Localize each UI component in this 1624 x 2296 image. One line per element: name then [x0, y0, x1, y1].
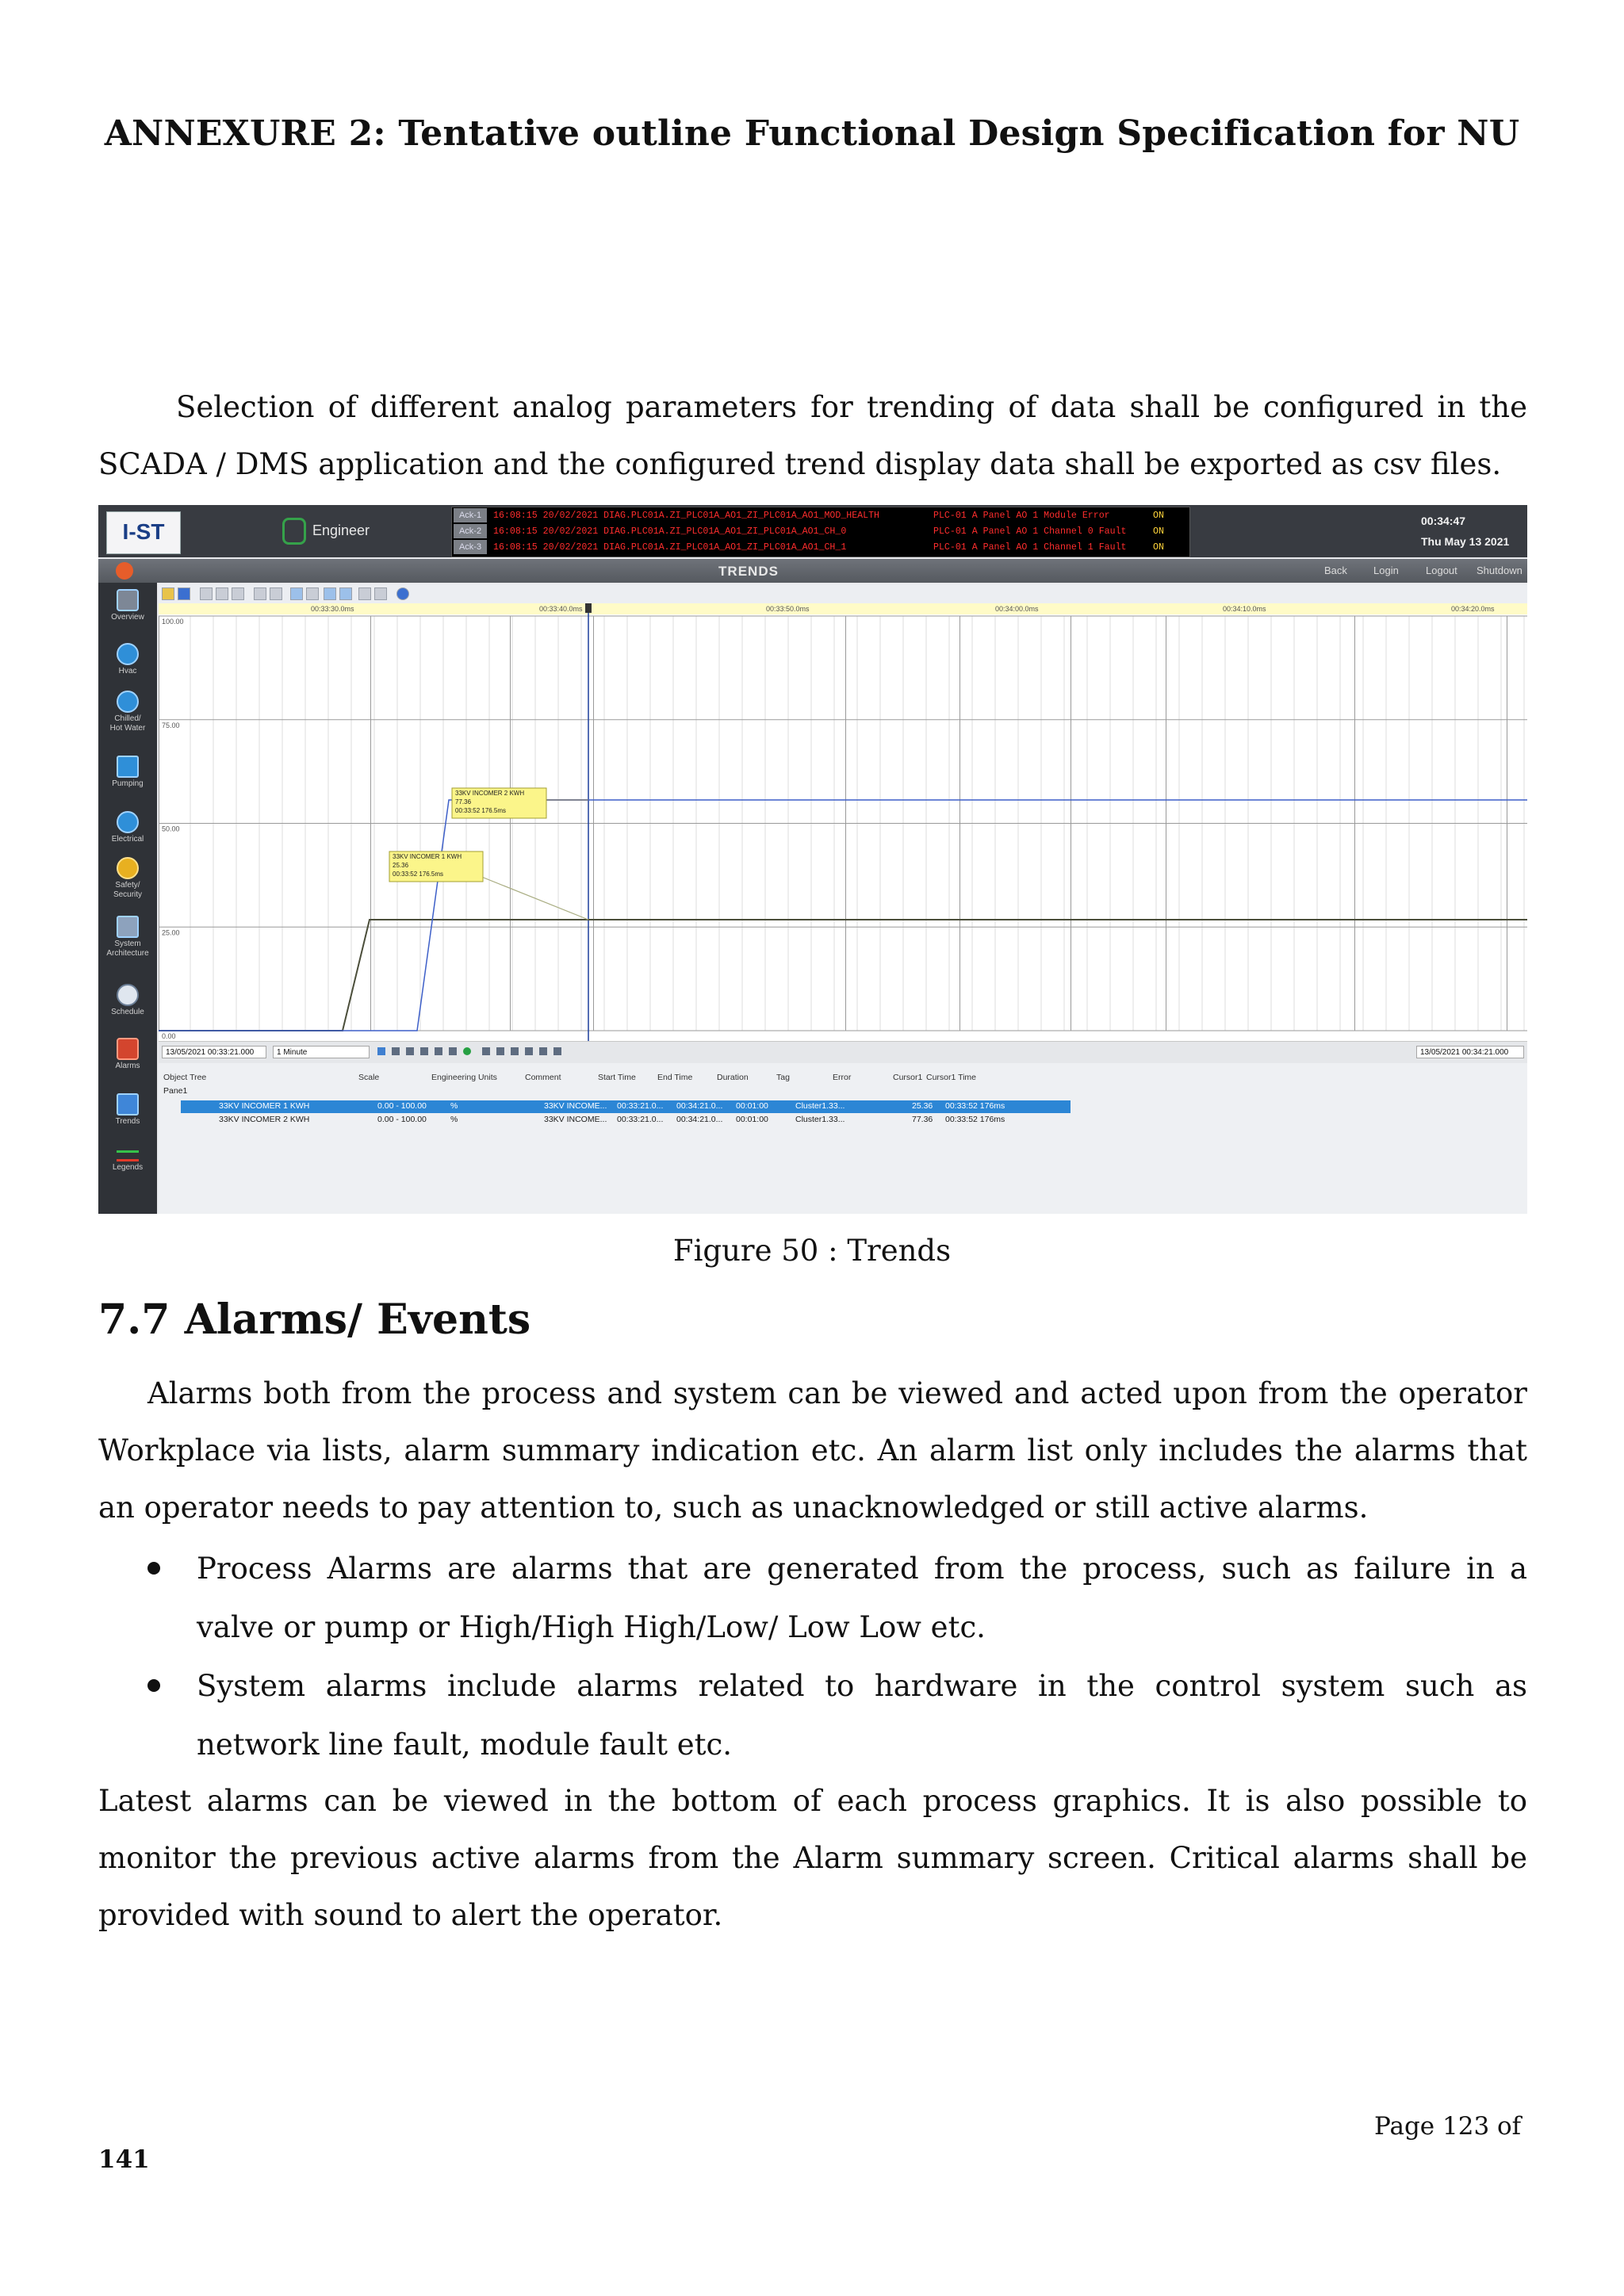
ack-2-button[interactable]: Ack-2: [454, 524, 487, 538]
sidebar-item-label: Legends: [112, 1163, 144, 1172]
cursor-label-incomer-1: [389, 851, 483, 882]
back-button[interactable]: Back: [1324, 564, 1347, 576]
expand-icon[interactable]: [553, 1047, 561, 1055]
list-item: [98, 1657, 1527, 1774]
col-header: Error: [833, 1073, 852, 1082]
bullet-icon: [147, 1562, 160, 1575]
sidebar-item-label: Alarms: [115, 1062, 140, 1070]
sidebar-item-label: Overview: [111, 613, 144, 622]
end-time-input[interactable]: 13/05/2021 00:34:21.000: [1416, 1046, 1524, 1058]
figure-caption: Figure 50 : Trends: [672, 1234, 952, 1268]
clock-date: Thu May 13 2021: [1421, 535, 1510, 548]
zoom-fit-icon[interactable]: [511, 1047, 519, 1055]
live-icon[interactable]: [463, 1047, 471, 1055]
col-header: Object Tree: [163, 1073, 207, 1082]
sidebar-item-safety[interactable]: [98, 857, 157, 900]
pen-table: [159, 1063, 1527, 1214]
cursor-label-value: 77.36: [455, 798, 472, 806]
alarm-tag: PLC-01 A Panel AO 1 Channel 1 Fault: [933, 542, 1127, 553]
series-incomer-2: [159, 800, 1527, 1031]
alarm-state: ON: [1153, 526, 1164, 537]
end-icon[interactable]: [449, 1047, 457, 1055]
user-label: Engineer: [312, 522, 370, 538]
scada-header: [98, 505, 1527, 557]
sidebar-item-pumping[interactable]: [98, 756, 157, 789]
col-header: End Time: [657, 1073, 693, 1082]
cell: Cluster1.33...: [795, 1115, 845, 1124]
save-icon[interactable]: [178, 587, 190, 600]
clock-icon: [117, 984, 139, 1006]
clock-time: 00:34:47: [1421, 515, 1466, 527]
section-paragraph: Alarms both from the process and system can be viewed and acted upon from the operator Workplace via lists, alarm summary indication etc. An alarm list only includes the alarms that an operator needs to pay attention to, such as unacknowledged or still active alarms.: [98, 1376, 1527, 1525]
cell: Cluster1.33...: [795, 1101, 845, 1111]
cell: 00:33:52 176ms: [945, 1115, 1005, 1124]
cursor-label-value: 25.36: [393, 862, 409, 869]
snowflake-icon: [117, 643, 139, 665]
shield-icon: [117, 857, 139, 879]
cursor-label-incomer-2: [452, 788, 546, 818]
bullet-text: System alarms include alarms related to hardware in the control system such as network line fault, module fault etc.: [197, 1669, 1527, 1762]
play-icon[interactable]: [377, 1047, 385, 1055]
grid: [159, 616, 1527, 1031]
time-tick-label: 00:34:10.0ms: [1223, 605, 1266, 613]
sidebar-item-label: Safety/ Security: [113, 881, 143, 899]
help-icon[interactable]: [396, 587, 409, 600]
time-tick-label: 00:33:50.0ms: [766, 605, 810, 613]
sidebar-item-label: Hvac: [118, 667, 137, 675]
sidebar-item-label: Chilled/ Hot Water: [109, 714, 146, 733]
pen-icon[interactable]: [254, 587, 266, 600]
alarm-state: ON: [1153, 542, 1164, 553]
cell: %: [450, 1115, 458, 1124]
screen-titlebar: [98, 559, 1527, 583]
print-icon[interactable]: [232, 587, 244, 600]
trend-plot: [159, 603, 1527, 1041]
y-tick-label: 25.00: [162, 928, 180, 937]
cursor-label-time: 00:33:52 176.5ms: [455, 807, 507, 814]
cell: 33KV INCOMER 2 KWH: [219, 1115, 310, 1124]
table-row[interactable]: [181, 1100, 1071, 1113]
next-icon[interactable]: [420, 1047, 428, 1055]
y-tick-label: 100.00: [162, 618, 184, 626]
page-number: Page 123 of: [1374, 2112, 1522, 2141]
cell: 0.00 - 100.00: [377, 1101, 427, 1111]
water-drop-icon: [117, 691, 139, 713]
cell: 00:01:00: [736, 1101, 768, 1111]
bullet-icon: [147, 1679, 160, 1692]
sidebar-item-overview[interactable]: [98, 589, 157, 622]
cursor-label-name: 33KV INCOMER 1 KWH: [393, 853, 462, 860]
lightning-icon: [117, 811, 139, 833]
interval-select[interactable]: 1 Minute: [273, 1046, 370, 1058]
ack-3-button[interactable]: Ack-3: [454, 540, 487, 554]
export-icon[interactable]: [374, 587, 387, 600]
sidebar-item-label: Trends: [115, 1117, 140, 1126]
time-tick-label: 00:33:30.0ms: [311, 605, 354, 613]
nav-sidebar: [98, 583, 157, 1214]
y-tick-label: 75.00: [162, 721, 180, 729]
closing-paragraph: Latest alarms can be viewed in the bottom of each process graphics. It is also possible to monitor the previous active alarms from the Alarm summary screen. Critical alarms shall be provided with sound to alert the operator.: [98, 1784, 1527, 1932]
sidebar-item-label: Schedule: [111, 1008, 144, 1016]
cursor-handle[interactable]: [585, 603, 592, 613]
page-total: 141: [98, 2145, 150, 2174]
time-tick-label: 00:33:40.0ms: [539, 605, 583, 613]
sidebar-item-chilled-water[interactable]: [98, 691, 157, 733]
layout-icon[interactable]: [358, 587, 371, 600]
time-tick-label: 00:34:20.0ms: [1451, 605, 1495, 613]
time-axis-band: [159, 603, 1527, 614]
cell: 00:34:21.0...: [676, 1115, 723, 1124]
col-header: Cursor1 Time: [926, 1073, 977, 1082]
col-header: Scale: [358, 1073, 380, 1082]
trends-screenshot: [98, 505, 1527, 1214]
ack-1-button[interactable]: Ack-1: [454, 508, 487, 522]
cursor-icon[interactable]: [324, 587, 336, 600]
zoom-region-icon[interactable]: [290, 587, 303, 600]
y-tick-label: 50.00: [162, 825, 180, 833]
first-icon[interactable]: [392, 1047, 400, 1055]
sidebar-item-hvac[interactable]: [98, 643, 157, 676]
series-incomer-1: [159, 920, 1527, 1031]
cell: 00:33:52 176ms: [945, 1101, 1005, 1111]
logout-button[interactable]: Logout: [1426, 564, 1457, 576]
col-header: Engineering Units: [431, 1073, 497, 1082]
table-row[interactable]: [181, 1114, 1071, 1127]
time-tick-label: 00:34:00.0ms: [995, 605, 1039, 613]
open-icon[interactable]: [162, 587, 174, 600]
overview-icon: [117, 589, 139, 611]
zoom-in-icon[interactable]: [482, 1047, 490, 1055]
zoom-out-icon[interactable]: [496, 1047, 504, 1055]
cell: 77.36: [912, 1115, 933, 1124]
col-header: Comment: [525, 1073, 561, 1082]
alarm-tag: PLC-01 A Panel AO 1 Module Error: [933, 511, 1110, 521]
alarm-text: 16:08:15 20/02/2021 DIAG.PLC01A.ZI_PLC01A_AO1_ZI_PLC01A_AO1_MOD_HEALTH: [493, 511, 880, 521]
sidebar-item-electrical[interactable]: [98, 811, 157, 844]
scale-icon[interactable]: [525, 1047, 533, 1055]
cell: 00:33:21.0...: [617, 1101, 664, 1111]
last-icon[interactable]: [435, 1047, 442, 1055]
trend-chart[interactable]: [159, 603, 1527, 1041]
user-icon: [282, 518, 306, 545]
list-item: [98, 1540, 1527, 1657]
col-header: Tag: [776, 1073, 790, 1082]
sidebar-item-legends[interactable]: [98, 1150, 157, 1173]
copy-icon[interactable]: [216, 587, 228, 600]
login-button[interactable]: Login: [1373, 564, 1399, 576]
cut-icon[interactable]: [200, 587, 213, 600]
col-header: Cursor1: [893, 1073, 923, 1082]
alarm-text: 16:08:15 20/02/2021 DIAG.PLC01A.ZI_PLC01A_AO1_ZI_PLC01A_AO1_CH_0: [493, 526, 847, 537]
cell: 33KV INCOMER 1 KWH: [219, 1101, 310, 1111]
cell: 00:34:21.0...: [676, 1101, 723, 1111]
sidebar-item-label: Pumping: [112, 779, 144, 788]
shutdown-button[interactable]: Shutdown: [1477, 564, 1522, 576]
company-logo: I-ST: [106, 511, 181, 554]
alarm-banner: [451, 507, 1190, 557]
cell: 33KV INCOME...: [544, 1115, 607, 1124]
prev-icon[interactable]: [406, 1047, 414, 1055]
pump-icon: [117, 756, 139, 778]
bullet-text: Process Alarms are alarms that are generated from the process, such as failure in a valve or pump or High/High High/Low/ Low Low etc.: [197, 1552, 1527, 1644]
alarm-tag: PLC-01 A Panel AO 1 Channel 0 Fault: [933, 526, 1127, 537]
sidebar-item-alarms[interactable]: [98, 1038, 157, 1071]
cell: 00:01:00: [736, 1115, 768, 1124]
cell: %: [450, 1101, 458, 1111]
pencil-icon[interactable]: [270, 587, 282, 600]
alarm-line[interactable]: [493, 524, 1183, 539]
bell-icon: [117, 1038, 139, 1060]
table-icon[interactable]: [539, 1047, 547, 1055]
intro-paragraph: Selection of different analog parameters for trending of data shall be configured in the SCADA / DMS application and the configured trend display data shall be exported as csv files.: [98, 390, 1527, 481]
alarm-state: ON: [1153, 511, 1164, 521]
start-time-input[interactable]: 13/05/2021 00:33:21.000: [162, 1046, 266, 1058]
sidebar-item-label: Electrical: [111, 835, 144, 844]
trend-toolbar: [159, 584, 1527, 604]
y-tick-label: 0.00: [162, 1032, 176, 1040]
network-icon: [117, 916, 139, 938]
time-range-controls: [159, 1041, 1527, 1064]
sidebar-item-label: System Architecture: [106, 939, 149, 958]
document-title: ANNEXURE 2: Tentative outline Functional Design Specification for NU: [104, 113, 1520, 154]
axis-ticks: [162, 605, 1495, 1040]
cell: 33KV INCOME...: [544, 1101, 607, 1111]
alarm-text: 16:08:15 20/02/2021 DIAG.PLC01A.ZI_PLC01A_AO1_ZI_PLC01A_AO1_CH_1: [493, 542, 847, 553]
cursor-label-name: 33KV INCOMER 2 KWH: [455, 790, 525, 797]
sidebar-item-schedule[interactable]: [98, 984, 157, 1017]
section-heading: 7.7 Alarms/ Events: [98, 1295, 531, 1344]
alarm-line[interactable]: [493, 540, 1183, 555]
col-header: Start Time: [598, 1073, 636, 1082]
cursor2-icon[interactable]: [339, 587, 352, 600]
trend-icon: [117, 1093, 139, 1115]
cell: 00:33:21.0...: [617, 1115, 664, 1124]
cursor-label-time: 00:33:52 176.5ms: [393, 871, 444, 878]
tree-group[interactable]: Pane1: [163, 1086, 188, 1096]
col-header: Duration: [717, 1073, 749, 1082]
sidebar-item-system-architecture[interactable]: [98, 916, 157, 959]
pointer-icon[interactable]: [306, 587, 319, 600]
cell: 25.36: [912, 1101, 933, 1111]
alarm-line[interactable]: [493, 508, 1183, 523]
cell: 0.00 - 100.00: [377, 1115, 427, 1124]
sidebar-item-trends[interactable]: [98, 1093, 157, 1127]
screen-title: TRENDS: [718, 564, 779, 579]
legend-icon: [117, 1150, 139, 1161]
